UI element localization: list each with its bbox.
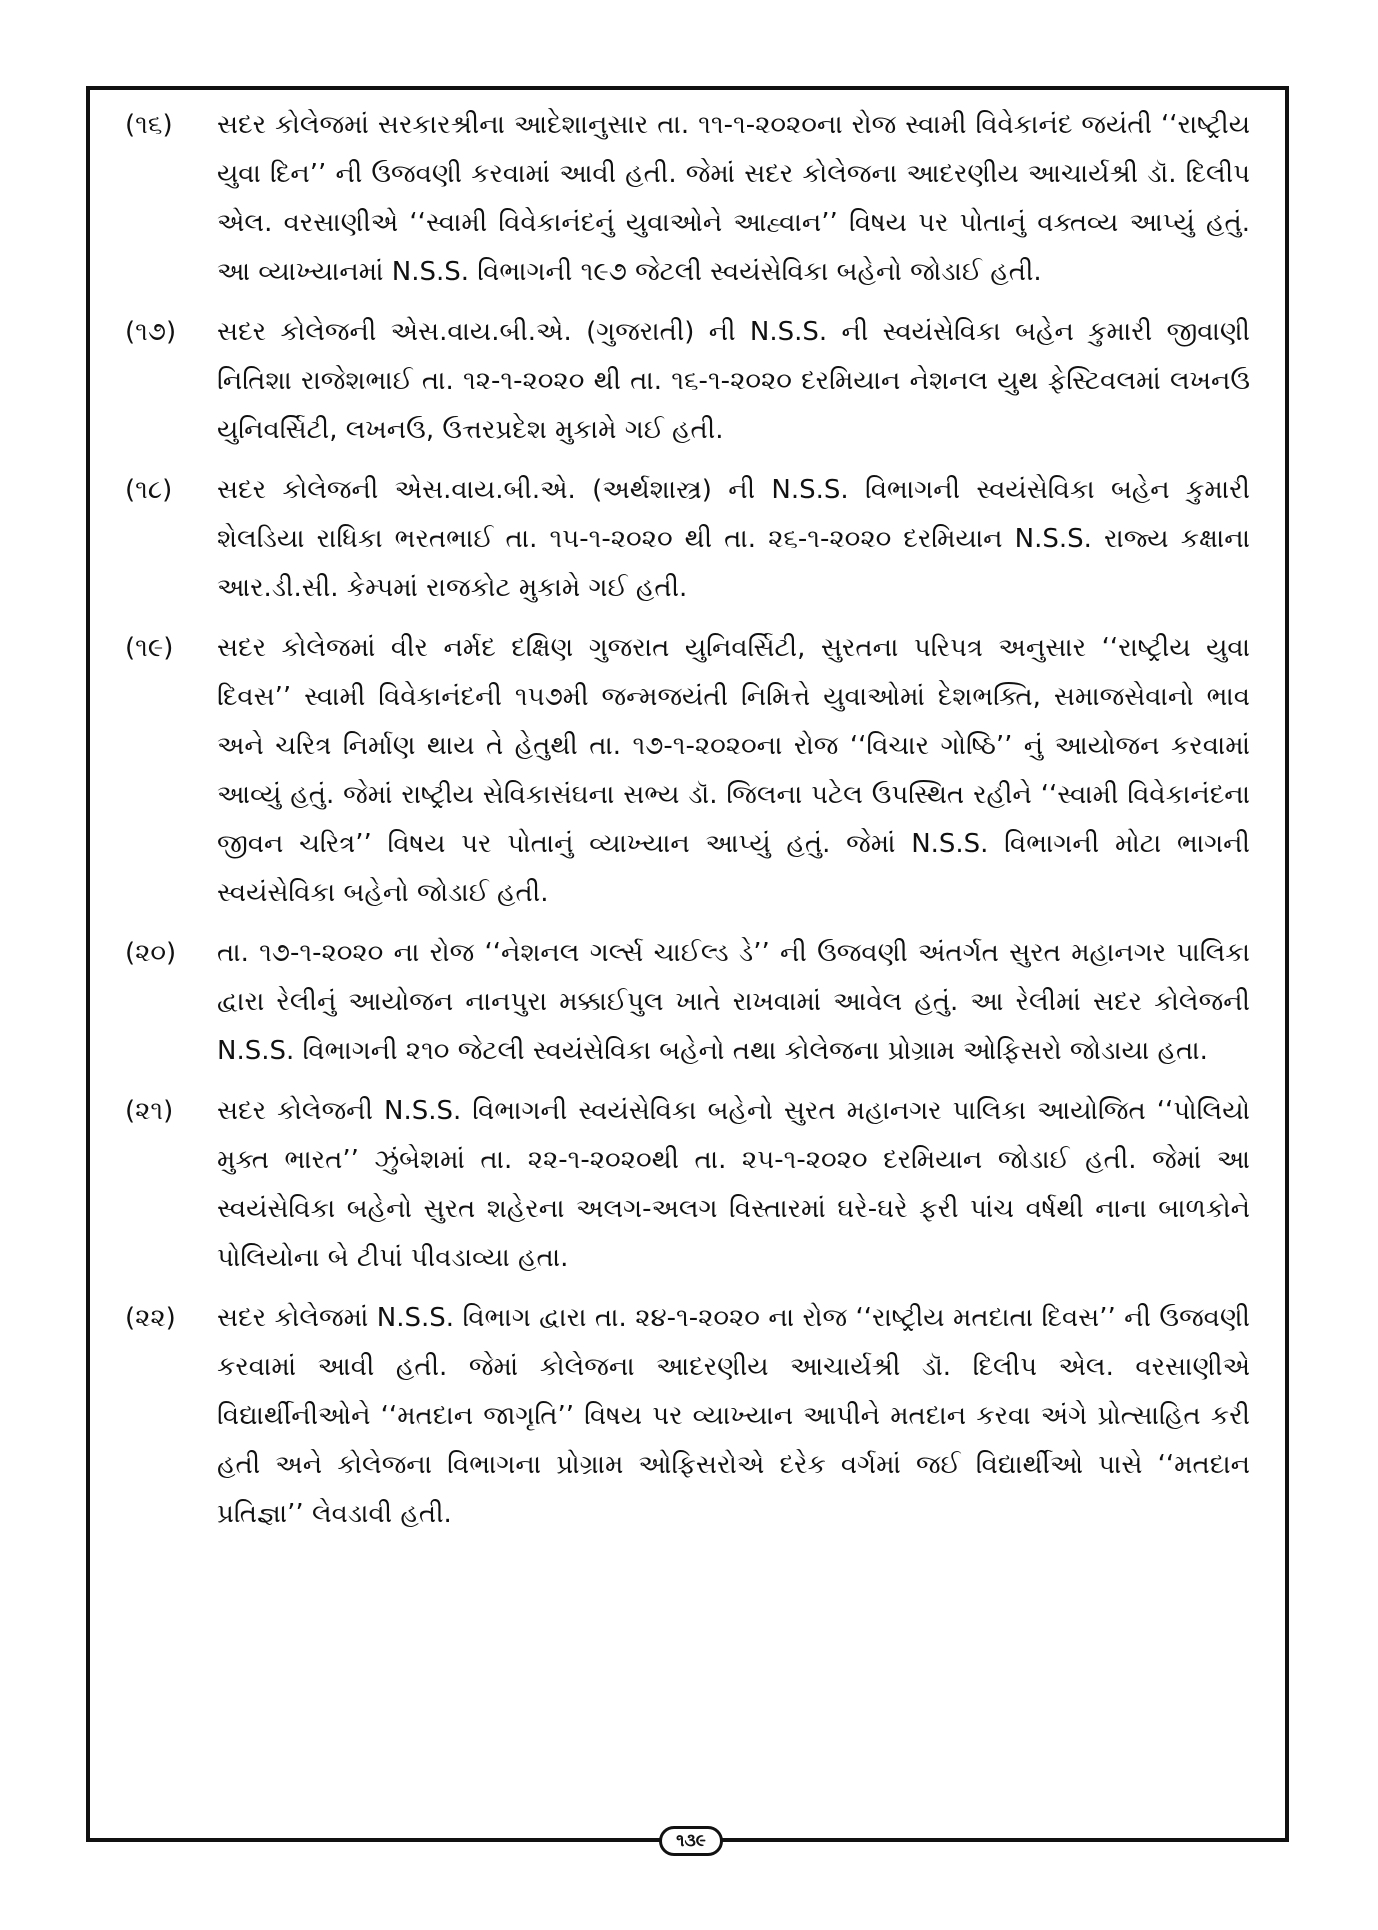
entry-text: સદર કોલેજમાં સરકારશ્રીના આદેશાનુસાર તા. ૧૧-૧-૨૦૨૦ના રોજ સ્વામી વિવેકાનંદ જયંતી ‘‘રાષ્ટ્રીય યુવા દિન’’ ની ઉજવણી કરવામાં આવી હતી. જેમાં સદર કોલેજના આદરણીય આચાર્યશ્રી ડૉ. દિલીપ એલ. વરસાણીએ ‘‘સ્વામી વિવેકાનંદનું યુવાઓને આહ્વાન’’ વિષય પર પોતાનું વક્તવ્ય આપ્યું હતું. આ વ્યાખ્યાનમાં N.S.S. વિભાગની ૧૯૭ જેટલી સ્વયંસેવિકા બહેનો જોડાઈ હતી. (217, 110, 1250, 287)
entry-text: સદર કોલેજમાં N.S.S. વિભાગ દ્વારા તા. ૨૪-૧-૨૦૨૦ ના રોજ ‘‘રાષ્ટ્રીય મતદાતા દિવસ’’ ની ઉજવણી કરવામાં આવી હતી. જેમાં કોલેજના આદરણીય આચાર્યશ્રી ડૉ. દિલીપ એલ. વરસાણીએ વિદ્યાર્થીનીઓને ‘‘મતદાન જાગૃતિ’’ વિષય પર વ્યાખ્યાન આપીને મતદાન કરવા અંગે પ્રોત્સાહિત કરી હતી અને કોલેજના વિભાગના પ્રોગ્રામ ઓફિસરોએ દરેક વર્ગમાં જઈ વિદ્યાર્થીઓ પાસે ‘‘મતદાન પ્રતિજ્ઞા’’ લેવડાવી હતી. (217, 1303, 1250, 1529)
entry-number: (૧૮) (125, 475, 173, 505)
entry-text: સદર કોલેજની એસ.વાય.બી.એ. (ગુજરાતી) ની N.S.S. ની સ્વયંસેવિકા બહેન કુમારી જીવાણી નિતિશા રાજેશભાઈ તા. ૧૨-૧-૨૦૨૦ થી તા. ૧૬-૧-૨૦૨૦ દરમિયાન નેશનલ યુથ ફેસ્ટિવલમાં લખનઉ યુનિવર્સિટી, લખનઉ, ઉત્તરપ્રદેશ મુકામે ગઈ હતી. (217, 317, 1250, 445)
list-item (125, 1294, 1250, 1539)
list-item (125, 624, 1250, 918)
list-item (125, 101, 1250, 297)
list-item (125, 466, 1250, 613)
entry-number: (૧૯) (125, 633, 174, 663)
entry-text: સદર કોલેજમાં વીર નર્મદ દક્ષિણ ગુજરાત યુનિવર્સિટી, સુરતના પરિપત્ર અનુસાર ‘‘રાષ્ટ્રીય યુવા દિવસ’’ સ્વામી વિવેકાનંદની ૧૫૭મી જન્મજયંતી નિમિત્તે યુવાઓમાં દેશભક્તિ, સમાજસેવાનો ભાવ અને ચરિત્ર નિર્માણ થાય તે હેતુથી તા. ૧૭-૧-૨૦૨૦ના રોજ ‘‘વિચાર ગોષ્ઠિ’’ નું આયોજન કરવામાં આવ્યું હતું. જેમાં રાષ્ટ્રીય સેવિકાસંઘના સભ્ય ડૉ. જિલના પટેલ ઉપસ્થિત રહીને ‘‘સ્વામી વિવેકાનંદના જીવન ચરિત્ર’’ વિષય પર પોતાનું વ્યાખ્યાન આપ્યું હતું. જેમાં N.S.S. વિભાગની મોટા ભાગની સ્વયંસેવિકા બહેનો જોડાઈ હતી. (217, 633, 1250, 908)
entry-number: (૨૨) (125, 1303, 176, 1333)
list-item (125, 929, 1250, 1076)
entry-text: સદર કોલેજની N.S.S. વિભાગની સ્વયંસેવિકા બહેનો સુરત મહાનગર પાલિકા આયોજિત ‘‘પોલિયો મુક્ત ભારત’’ ઝુંબેશમાં તા. ૨૨-૧-૨૦૨૦થી તા. ૨૫-૧-૨૦૨૦ દરમિયાન જોડાઈ હતી. જેમાં આ સ્વયંસેવિકા બહેનો સુરત શહેરના અલગ-અલગ વિસ્તારમાં ઘરે-ઘરે ફરી પાંચ વર્ષથી નાના બાળકોને પોલિયોના બે ટીપાં પીવડાવ્યા હતા. (217, 1096, 1250, 1273)
list-item (125, 1087, 1250, 1283)
entry-text: સદર કોલેજની એસ.વાય.બી.એ. (અર્થશાસ્ત્ર) ની N.S.S. વિભાગની સ્વયંસેવિકા બહેન કુમારી શેલડિયા રાધિકા ભરતભાઈ તા. ૧૫-૧-૨૦૨૦ થી તા. ૨૬-૧-૨૦૨૦ દરમિયાન N.S.S. રાજ્ય કક્ષાના આર.ડી.સી. કેમ્પમાં રાજકોટ મુકામે ગઈ હતી. (217, 475, 1250, 603)
entry-number: (૧૭) (125, 317, 177, 347)
entry-number: (૧૬) (125, 110, 173, 140)
entry-text: તા. ૧૭-૧-૨૦૨૦ ના રોજ ‘‘નેશનલ ગર્લ્સ ચાઈલ્ડ ડે’’ ની ઉજવણી અંતર્ગત સુરત મહાનગર પાલિકા દ્વારા રેલીનું આયોજન નાનપુરા મક્કાઈપુલ ખાતે રાખવામાં આવેલ હતું. આ રેલીમાં સદર કોલેજની N.S.S. વિભાગની ૨૧૦ જેટલી સ્વયંસેવિકા બહેનો તથા કોલેજના પ્રોગ્રામ ઓફિસરો જોડાયા હતા. (217, 938, 1250, 1066)
entry-number: (૨૧) (125, 1096, 174, 1126)
entry-list (125, 101, 1250, 1550)
page-number: ૧૩૯ (659, 1826, 723, 1856)
list-item (125, 308, 1250, 455)
entry-number: (૨૦) (125, 938, 177, 968)
